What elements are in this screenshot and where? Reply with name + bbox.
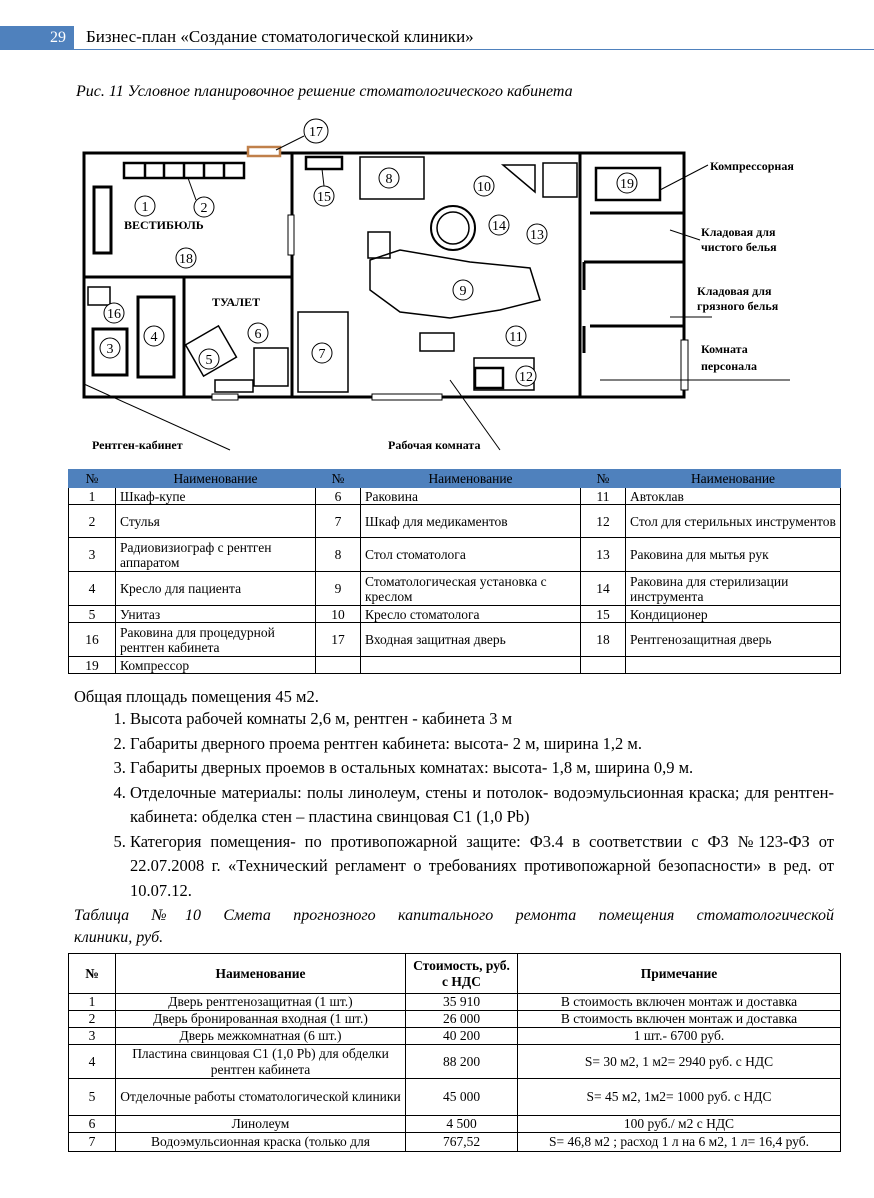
legend-header: Наименование	[116, 470, 316, 488]
cost-number-cell: 2	[69, 1011, 116, 1028]
table-row	[69, 606, 841, 623]
wardrobe	[94, 187, 111, 253]
label-xray-room: Рентген-кабинет	[92, 438, 183, 452]
cost-name-cell: Отделочные работы стоматологической клиники	[116, 1079, 406, 1116]
marker-2: 2	[200, 201, 208, 216]
marker-10: 10	[477, 180, 491, 195]
label-staff-2: персонала	[701, 359, 757, 373]
cost-number-cell: 3	[69, 1028, 116, 1045]
legend-header: №	[316, 470, 361, 488]
marker-9: 9	[459, 284, 467, 299]
page-header-title: Бизнес-план «Создание стоматологической клиники»	[86, 27, 474, 46]
list-item: 2. Габариты дверного проема рентген кабинета: высота- 2 м, ширина 1,2 м.	[130, 732, 834, 757]
legend-number-cell: 19	[69, 657, 116, 674]
table-row	[69, 1116, 841, 1133]
cost-table	[68, 953, 841, 1152]
legend-name-cell: Унитаз	[116, 606, 316, 623]
entrance-door	[248, 147, 280, 156]
label-clean-linen-2: чистого белья	[701, 240, 777, 254]
table-row	[69, 488, 841, 505]
table-caption-cont: клиники, руб.	[74, 929, 164, 946]
cost-number-cell: 4	[69, 1045, 116, 1079]
marker-17: 17	[309, 125, 323, 140]
cost-note-cell: 1 шт.- 6700 руб.	[518, 1028, 841, 1045]
label-clean-linen-1: Кладовая для	[701, 225, 776, 239]
cost-note-cell: В стоимость включен монтаж и доставка	[518, 994, 841, 1011]
legend-name-cell: Шкаф-купе	[116, 488, 316, 505]
legend-number-cell: 18	[581, 623, 626, 657]
marker-12: 12	[519, 370, 533, 385]
cost-value-cell: 35 910	[406, 994, 518, 1011]
page-number: 29	[0, 26, 74, 49]
legend-header-row	[69, 470, 841, 488]
cost-note-cell: S= 46,8 м2 ; расход 1 л на 6 м2, 1 л= 16,4 руб.	[518, 1133, 841, 1152]
label-vestibule: ВЕСТИБЮЛЬ	[124, 218, 204, 232]
legend-number-cell	[581, 657, 626, 674]
cost-value-cell: 767,52	[406, 1133, 518, 1152]
cost-note-cell: 100 руб./ м2 с НДС	[518, 1116, 841, 1133]
cost-header: Стоимость, руб. с НДС	[406, 954, 518, 994]
cost-name-cell: Пластина свинцовая С1 (1,0 Pb) для обделки рентген кабинета	[116, 1045, 406, 1079]
legend-name-cell: Компрессор	[116, 657, 316, 674]
marker-4: 4	[150, 330, 158, 345]
label-work-room: Рабочая комната	[388, 438, 481, 452]
legend-number-cell: 11	[581, 488, 626, 505]
cost-note-cell: S= 45 м2, 1м2= 1000 руб. с НДС	[518, 1079, 841, 1116]
table-row	[69, 1011, 841, 1028]
cost-header: №	[69, 954, 116, 994]
table-row	[69, 1079, 841, 1116]
cost-header: Наименование	[116, 954, 406, 994]
table-row	[69, 1133, 841, 1152]
table-row	[69, 1028, 841, 1045]
marker-5: 5	[205, 353, 213, 368]
label-toilet: ТУАЛЕТ	[212, 295, 261, 309]
cost-value-cell: 26 000	[406, 1011, 518, 1028]
legend-name-cell	[626, 657, 841, 674]
table-row	[69, 505, 841, 538]
marker-19: 19	[620, 177, 634, 192]
list-item: 4. Отделочные материалы: полы линолеум, стены и потолок- водоэмульсионная краска; для рентген- кабинета: обделка стен – пластина свинцовая С1 (1,0 Pb)	[130, 781, 834, 830]
cost-note-cell: S= 30 м2, 1 м2= 2940 руб. с НДС	[518, 1045, 841, 1079]
legend-name-cell: Кресло для пациента	[116, 572, 316, 606]
specs-list	[74, 707, 834, 903]
legend-name-cell	[361, 657, 581, 674]
legend-number-cell: 7	[316, 505, 361, 538]
legend-name-cell: Раковина для процедурной рентген кабинета	[116, 623, 316, 657]
cost-name-cell: Дверь рентгенозащитная (1 шт.)	[116, 994, 406, 1011]
legend-number-cell: 14	[581, 572, 626, 606]
legend-number-cell: 12	[581, 505, 626, 538]
label-compressor: Компрессорная	[710, 159, 794, 173]
table-row	[69, 572, 841, 606]
legend-name-cell: Раковина для мытья рук	[626, 538, 841, 572]
legend-number-cell: 13	[581, 538, 626, 572]
legend-number-cell: 10	[316, 606, 361, 623]
table-row	[69, 994, 841, 1011]
legend-name-cell: Входная защитная дверь	[361, 623, 581, 657]
legend-name-cell: Стол стоматолога	[361, 538, 581, 572]
cost-value-cell: 4 500	[406, 1116, 518, 1133]
label-staff-1: Комната	[701, 342, 748, 356]
cost-value-cell: 40 200	[406, 1028, 518, 1045]
legend-number-cell: 15	[581, 606, 626, 623]
legend-name-cell: Раковина	[361, 488, 581, 505]
marker-7: 7	[318, 347, 326, 362]
legend-number-cell: 5	[69, 606, 116, 623]
legend-name-cell: Кресло стоматолога	[361, 606, 581, 623]
legend-table	[68, 469, 841, 674]
legend-number-cell: 16	[69, 623, 116, 657]
legend-name-cell: Кондиционер	[626, 606, 841, 623]
total-area: Общая площадь помещения 45 м2.	[74, 687, 319, 706]
legend-header: №	[581, 470, 626, 488]
legend-header: №	[69, 470, 116, 488]
table-row	[69, 623, 841, 657]
table-row	[69, 657, 841, 674]
marker-13: 13	[530, 228, 544, 243]
header-divider	[0, 49, 874, 50]
label-dirty-linen-1: Кладовая для	[697, 284, 772, 298]
legend-name-cell: Стоматологическая установка с креслом	[361, 572, 581, 606]
marker-14: 14	[492, 219, 506, 234]
legend-number-cell: 9	[316, 572, 361, 606]
cost-name-cell: Дверь бронированная входная (1 шт.)	[116, 1011, 406, 1028]
marker-18: 18	[179, 252, 193, 267]
legend-number-cell: 2	[69, 505, 116, 538]
cost-value-cell: 45 000	[406, 1079, 518, 1116]
marker-11: 11	[509, 330, 523, 345]
legend-number-cell: 1	[69, 488, 116, 505]
legend-number-cell: 6	[316, 488, 361, 505]
table-row	[69, 1045, 841, 1079]
marker-8: 8	[385, 172, 393, 187]
cost-number-cell: 5	[69, 1079, 116, 1116]
marker-3: 3	[106, 342, 114, 357]
table-row	[69, 538, 841, 572]
legend-name-cell: Радиовизиограф с рентген аппаратом	[116, 538, 316, 572]
legend-number-cell: 8	[316, 538, 361, 572]
legend-name-cell: Рентгенозащитная дверь	[626, 623, 841, 657]
legend-name-cell: Раковина для стерилизации инструмента	[626, 572, 841, 606]
marker-1: 1	[141, 200, 149, 215]
cost-header-row	[69, 954, 841, 994]
cost-note-cell: В стоимость включен монтаж и доставка	[518, 1011, 841, 1028]
cost-number-cell: 6	[69, 1116, 116, 1133]
floor-plan	[0, 115, 874, 460]
cost-name-cell: Дверь межкомнатная (6 шт.)	[116, 1028, 406, 1045]
legend-number-cell: 17	[316, 623, 361, 657]
legend-name-cell: Шкаф для медикаментов	[361, 505, 581, 538]
cost-name-cell: Водоэмульсионная краска (только для	[116, 1133, 406, 1152]
cost-name-cell: Линолеум	[116, 1116, 406, 1133]
table-caption: Таблица №10 Смета прогнозного капитального ремонта помещения стоматологической	[74, 907, 834, 924]
legend-name-cell: Стулья	[116, 505, 316, 538]
figure-caption: Рис. 11 Условное планировочное решение стоматологического кабинета	[76, 83, 573, 100]
cost-number-cell: 7	[69, 1133, 116, 1152]
legend-number-cell	[316, 657, 361, 674]
cost-number-cell: 1	[69, 994, 116, 1011]
list-item: 3. Габариты дверных проемов в остальных комнатах: высота- 1,8 м, ширина 0,9 м.	[130, 756, 834, 781]
label-dirty-linen-2: грязного белья	[697, 299, 779, 313]
air-conditioner	[306, 157, 342, 169]
cost-header: Примечание	[518, 954, 841, 994]
legend-name-cell: Автоклав	[626, 488, 841, 505]
list-item: 1. Высота рабочей комнаты 2,6 м, рентген - кабинета 3 м	[130, 707, 834, 732]
legend-header: Наименование	[626, 470, 841, 488]
cost-value-cell: 88 200	[406, 1045, 518, 1079]
marker-16: 16	[107, 307, 121, 322]
marker-15: 15	[317, 190, 331, 205]
legend-header: Наименование	[361, 470, 581, 488]
list-item: 5. Категория помещения- по противопожарной защите: Ф3.4 в соответствии с ФЗ №123-ФЗ от 22.07.2008 г. «Технический регламент о требованиях противопожарной безопасности» в ред. от 10.07.12.	[130, 830, 834, 904]
marker-6: 6	[254, 327, 262, 342]
legend-name-cell: Стол для стерильных инструментов	[626, 505, 841, 538]
legend-number-cell: 3	[69, 538, 116, 572]
legend-number-cell: 4	[69, 572, 116, 606]
